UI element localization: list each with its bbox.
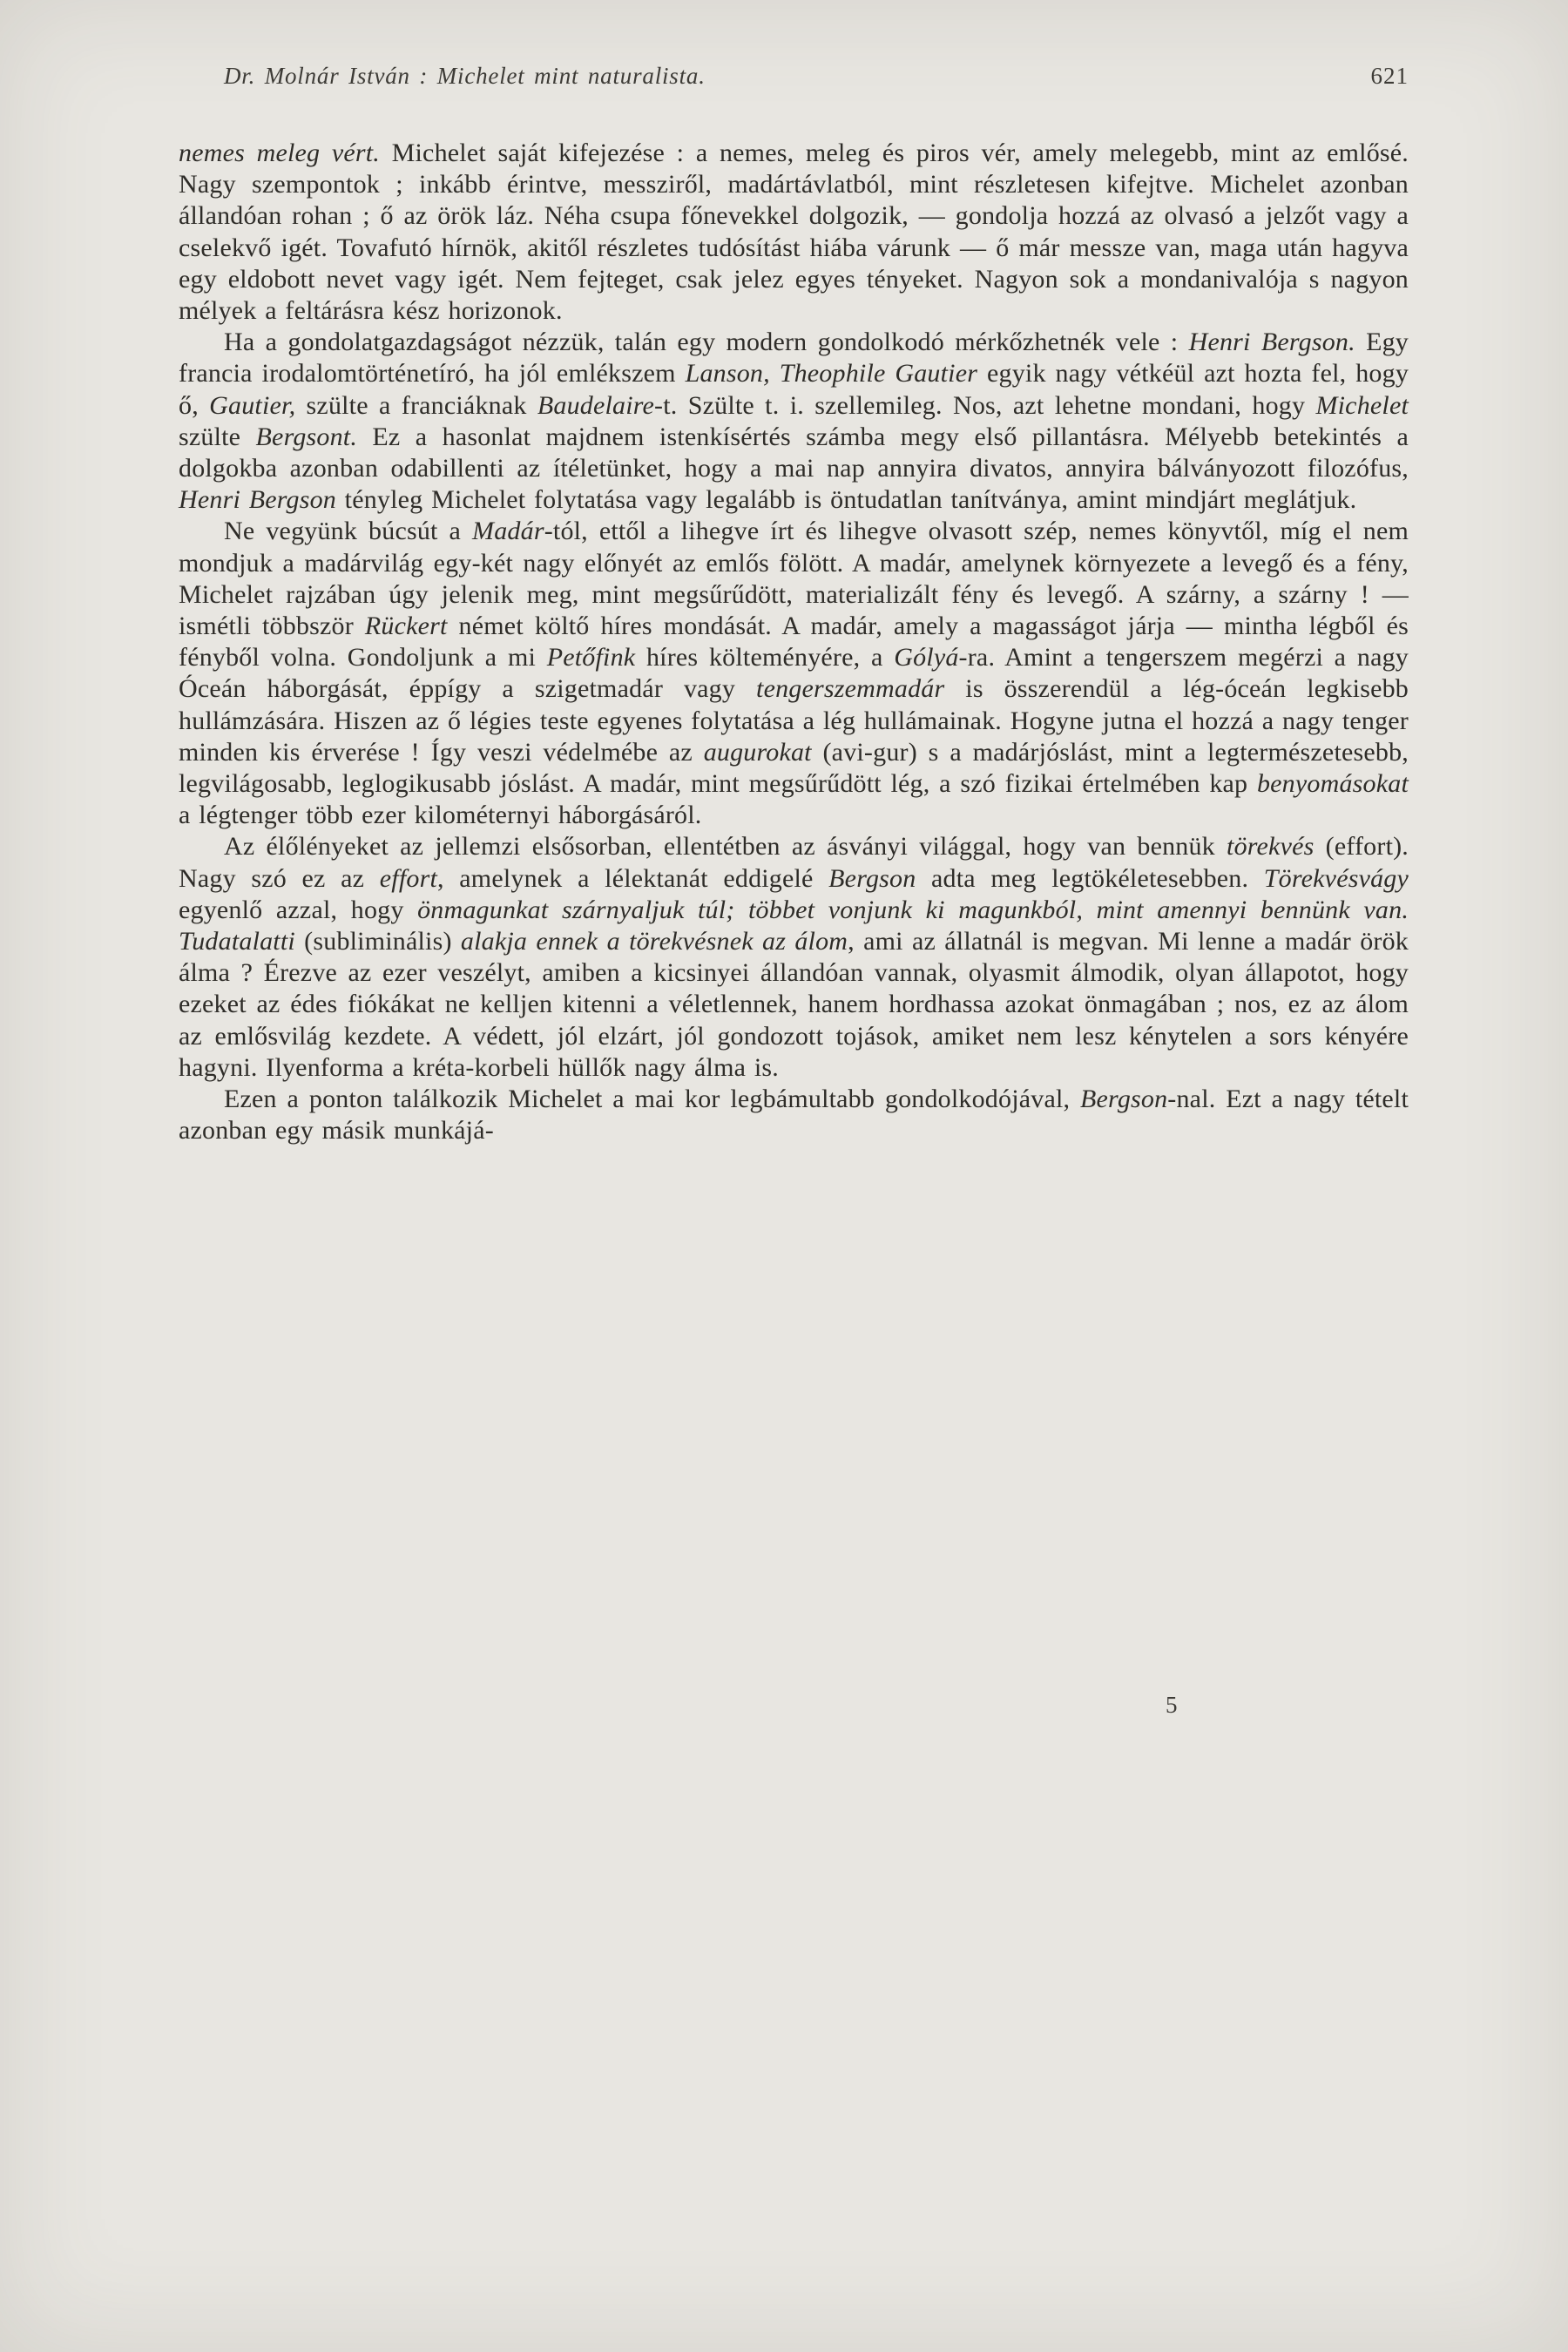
text-segment: (subliminális) (294, 927, 461, 956)
italic-text-segment: Henri Bergson (179, 485, 336, 515)
italic-text-segment: Madár (472, 517, 544, 546)
italic-text-segment: Lanson, Theophile Gautier (685, 359, 978, 389)
text-segment: is összerendül a lég-óceán legkisebb hullámzására. Hiszen az ő légies teste egyenes folytatása a lég hullámainak. Hogyne jutna el hozzá a nagy tenger minden kis érverése ! Így veszi védelmébe az (179, 674, 1409, 767)
text-segment: egyik nagy vétkéül azt hozta fel, hogy ő, (179, 359, 1409, 420)
paragraph (179, 1084, 1409, 1146)
italic-text-segment: Gólyá (894, 643, 959, 672)
italic-text-segment: Bergson (1080, 1085, 1168, 1114)
signature-mark: 5 (1166, 1692, 1178, 1718)
body-text (179, 138, 1409, 1147)
text-segment: , ami az állatnál is megvan. Mi lenne a madár örök álma ? Érezve az ezer veszélyt, amiben a kicsinyei állandóan vannak, olyasmit álmodik, olyan állapotot, hogy ezeket az édes fiókákat ne kelljen kitenni a véletlennek, hanem hordhassa azokat önmagában ; nos, ez az álom az emlősvilág kezdete. A védett, jól elzárt, jól gondozott tojások, amiket nem lesz kénytelen a sors kényére hagyni. Ilyenforma a kréta-korbeli hüllők nagy álma is. (179, 927, 1409, 1082)
text-segment: Ez a hasonlat majdnem istenkísértés számba megy első pillantásra. Mélyebb betekintés a dolgokba azonban odabillenti az ítéletünket, hogy a mai nap annyira divatos, annyira bálványozott filozófus, (179, 422, 1409, 483)
text-segment: Ha a gondolatgazdagságot nézzük, talán egy modern gondolkodó mérkőzhetnék vele : (224, 328, 1189, 357)
text-segment: egyenlő azzal, hogy (179, 895, 418, 924)
text-segment: Ezen a ponton találkozik Michelet a mai kor legbámultabb gondolkodójával, (224, 1085, 1081, 1114)
italic-text-segment: törekvés (1227, 832, 1315, 862)
italic-text-segment: tengerszemmadár (756, 674, 945, 704)
italic-text-segment: Petőfink (546, 643, 636, 672)
italic-text-segment: Henri Bergson. (1188, 328, 1355, 357)
paragraph (179, 516, 1409, 831)
text-segment: Michelet saját kifejezése : a nemes, meleg és piros vér, amely melegebb, mint az emlősé. Nagy szempontok ; inkább érintve, messziről, madártávlatból, mint részletesen kifejtve. Michelet azonban állandóan rohan ; ő az örök láz. Néha csupa főnevekkel dolgozik, — gondolja hozzá az olvasó a jelzőt vagy a cselekvő igét. Tovafutó hírnök, akitől részletes tudósítást hiába várunk — ő már messze van, maga után hagyva egy eldobott nevet vagy igét. Nem fejteget, csak jelez egyes tényeket. Nagyon sok a mondanivalója s nagyon mélyek a feltárásra kész horizonok. (179, 139, 1409, 326)
text-segment: tényleg Michelet folytatása vagy legalább is öntudatlan tanítványa, amint mindjárt meglátjuk. (335, 485, 1357, 515)
paragraph (179, 327, 1409, 516)
text-segment: -tól, ettől a lihegve írt és lihegve olvasott szép, nemes könyvtől, míg el nem mondjuk a madárvilág egy-két nagy előnyét az emlős fölött. A madár, amelynek környezete a levegő és a fény, Michelet rajzában úgy jelenik meg, mint megsűrűdött, materializált fény és levegő. A szárny, a szárny ! — ismétli többször (179, 517, 1409, 641)
paragraph (179, 831, 1409, 1084)
text-segment: adta meg legtökéletesebben. (916, 863, 1264, 893)
italic-text-segment: Michelet (1315, 390, 1409, 420)
text-segment: szülte a franciáknak (295, 390, 537, 420)
italic-text-segment: Gautier, (209, 390, 296, 420)
italic-text-segment: Baudelaire (537, 390, 655, 420)
running-title: Dr. Molnár István : Michelet mint naturalista. (224, 63, 706, 89)
text-segment: híres költeményére, a (635, 643, 895, 672)
paragraph (179, 138, 1409, 327)
italic-text-segment: Bergsont. (255, 422, 358, 451)
text-segment: -t. Szülte t. i. szellemileg. Nos, azt lehetne mondani, hogy (654, 390, 1316, 420)
text-segment: -nal. Ezt a nagy tételt azonban egy másik munkájá- (179, 1085, 1409, 1146)
italic-text-segment: alakja ennek a törekvésnek az álom (460, 927, 848, 956)
text-segment: Egy francia irodalomtörténetíró, ha jól emlékszem (179, 328, 1409, 389)
italic-text-segment: önmagunkat szárnyaljuk túl; többet vonjunk ki magunkból, mint amennyi bennünk van. Tudatalatti (179, 895, 1409, 956)
text-segment: (avi-gur) s a madárjóslást, mint a legtermészetesebb, legvilágosabb, leglogikusabb jóslást. A madár, mint megsűrűdött lég, a szó fizikai értelmében kap (179, 737, 1409, 799)
italic-text-segment: Bergson (828, 863, 916, 893)
text-segment: (effort). Nagy szó ez az (179, 832, 1409, 893)
text-segment: a légtenger több ezer kilométernyi háborgásáról. (179, 801, 702, 830)
italic-text-segment: nemes meleg vért. (179, 139, 381, 167)
page-number: 621 (1370, 63, 1409, 89)
italic-text-segment: benyomásokat (1256, 769, 1409, 799)
italic-text-segment: effort (379, 863, 437, 893)
running-header (179, 63, 1409, 90)
text-segment: Az élőlényeket az jellemzi elsősorban, ellentétben az ásványi világgal, hogy van bennük (224, 832, 1227, 862)
italic-text-segment: Törekvésvágy (1263, 863, 1409, 893)
italic-text-segment: augurokat (703, 737, 812, 767)
text-segment: német költő híres mondását. A madár, amely a magasságot járja — mintha légből és fényből volna. Gondoljunk a mi (179, 612, 1409, 672)
text-segment: Ne vegyünk búcsút a (224, 517, 473, 546)
text-segment: -ra. Amint a tengerszem megérzi a nagy Óceán háborgását, éppígy a szigetmadár vagy (179, 643, 1409, 704)
text-segment: szülte (179, 422, 256, 451)
italic-text-segment: Rückert (364, 612, 448, 641)
text-segment: , amelynek a lélektanát eddigelé (436, 863, 829, 893)
